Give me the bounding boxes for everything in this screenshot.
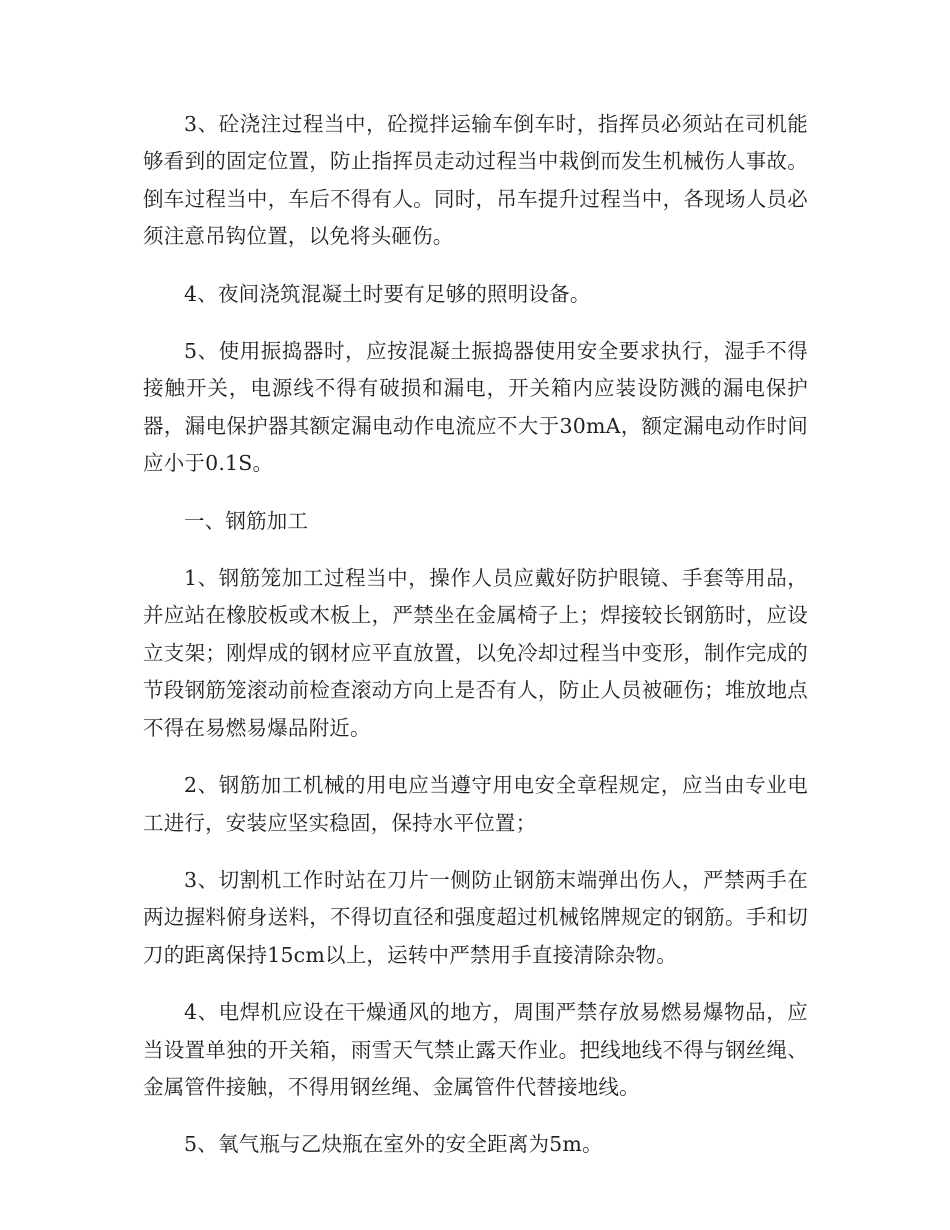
paragraph-welding-machine: 4、电焊机应设在干燥通风的地方，周围严禁存放易燃易爆物品，应当设置单独的开关箱，雨雪天气禁止露天作业。把线地线不得与钢丝绳、金属管件接触，不得用钢丝绳、金属管件代替接地线。 <box>143 1000 808 1099</box>
paragraph-concrete-pouring-safety: 3、砼浇注过程当中，砼搅拌运输车倒车时，指挥员必须站在司机能够看到的固定位置，防止指挥员走动过程当中栽倒而发生机械伤人事故。倒车过程当中，车后不得有人。同时，吊车提升过程当中，各现场人员必须注意吊钩位置，以免将头砸伤。 <box>143 112 808 249</box>
paragraph-night-lighting: 4、夜间浇筑混凝土时要有足够的照明设备。 <box>184 281 591 306</box>
document-body <box>143 106 808 1184</box>
paragraph-vibrator-safety: 5、使用振捣器时，应按混凝土振捣器使用安全要求执行，湿手不得接触开关，电源线不得有破损和漏电，开关箱内应装设防溅的漏电保护器，漏电保护器其额定漏电动作电流应不大于30mA，额定漏电动作时间应小于0.1S。 <box>143 339 808 476</box>
paragraph-cutting-machine: 3、切割机工作时站在刀片一侧防止钢筋末端弹出伤人，严禁两手在两边握料俯身送料，不得切直径和强度超过机械铭牌规定的钢筋。手和切刀的距离保持15cm以上，运转中严禁用手直接清除杂物。 <box>143 867 808 967</box>
paragraph-gas-cylinder-distance: 5、氧气瓶与乙炔瓶在室外的安全距离为5m。 <box>184 1132 603 1157</box>
section-heading-rebar-processing: 一、钢筋加工 <box>184 508 309 533</box>
paragraph-rebar-machine-power: 2、钢筋加工机械的用电应当遵守用电安全章程规定，应当由专业电工进行，安装应坚实稳固，保持水平位置； <box>143 773 808 835</box>
paragraph-rebar-cage-processing: 1、钢筋笼加工过程当中，操作人员应戴好防护眼镜、手套等用品，并应站在橡胶板或木板上，严禁坐在金属椅子上；焊接较长钢筋时，应设立支架；刚焊成的钢材应平直放置，以免冷却过程当中变形，制作完成的节段钢筋笼滚动前检查滚动方向上是否有人，防止人员被砸伤；堆放地点不得在易燃易爆品附近。 <box>143 566 808 740</box>
